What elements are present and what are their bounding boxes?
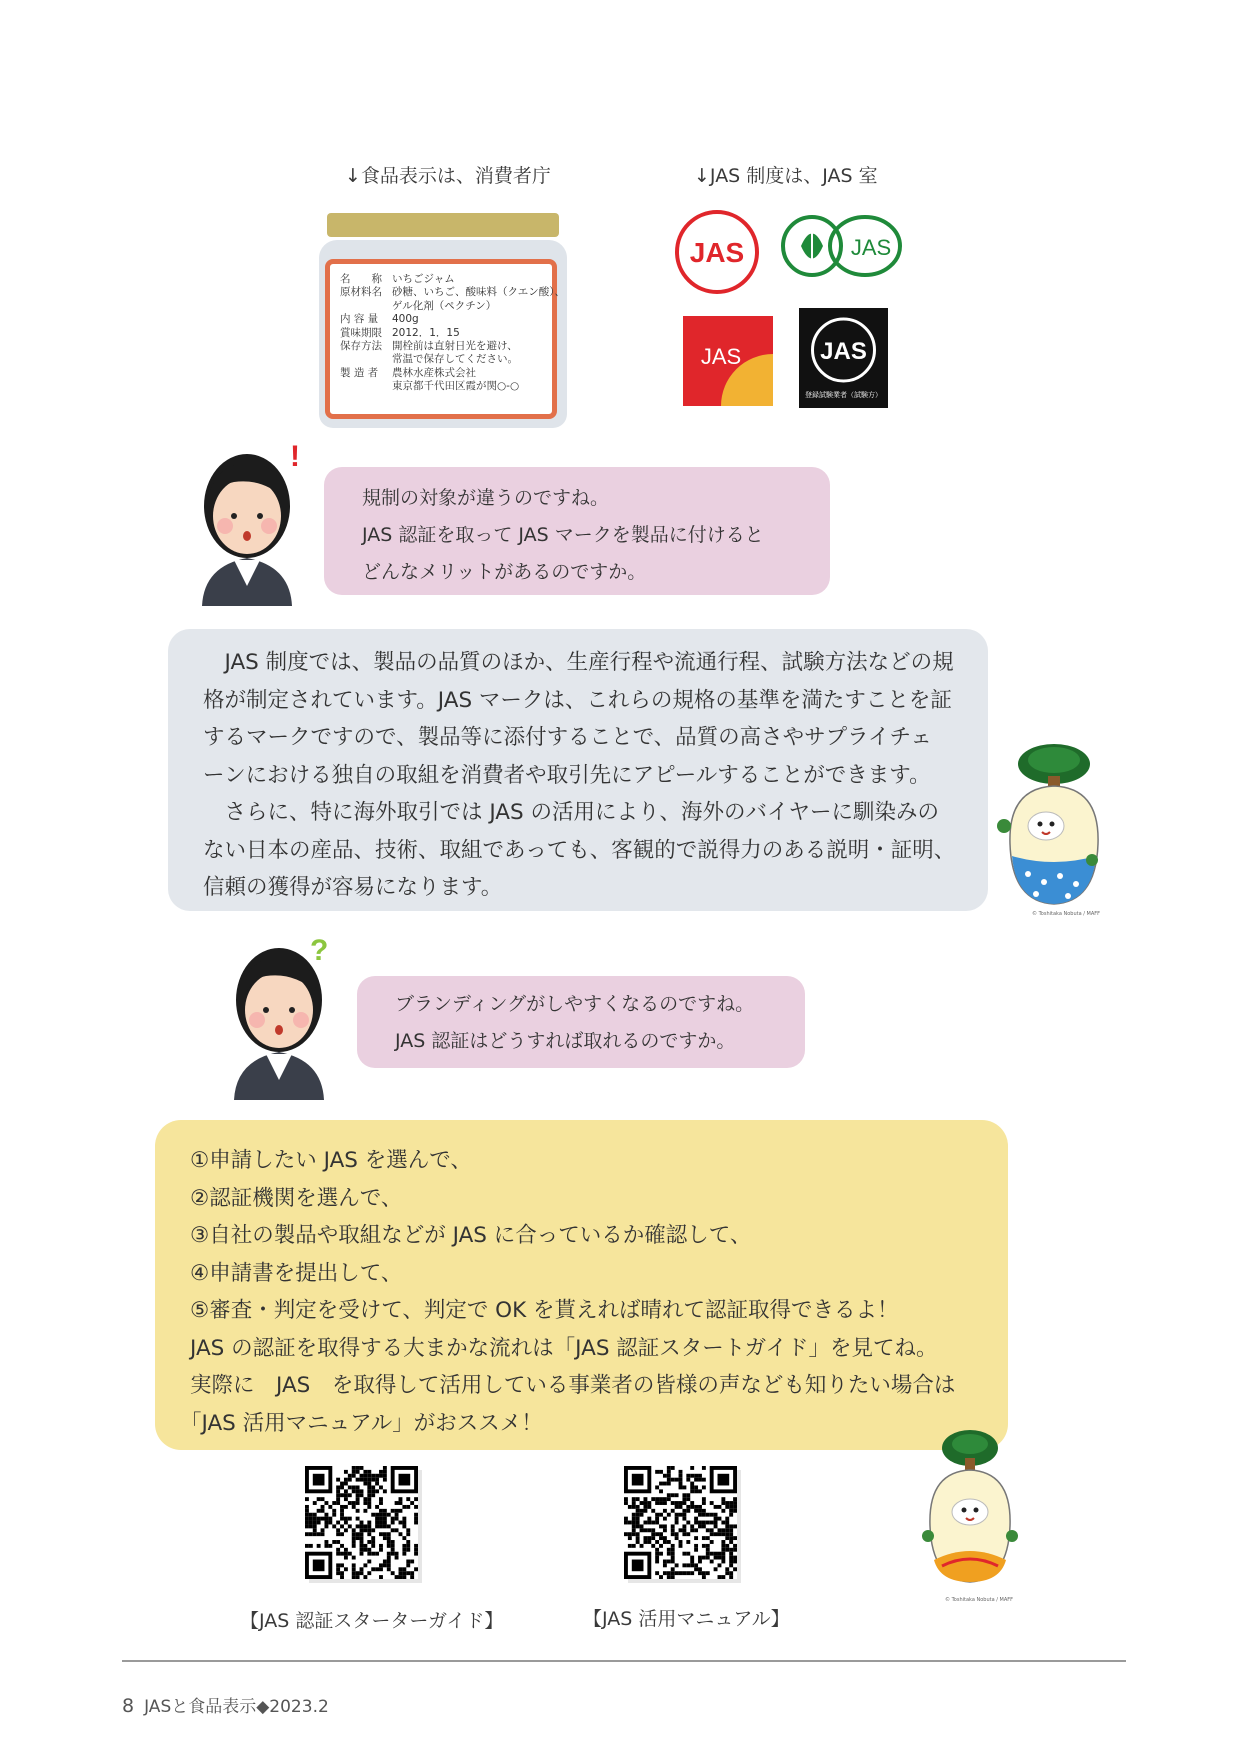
food-label-value: 常温で保存してください。 xyxy=(392,353,518,366)
answer1-line: さらに、特に海外取引では JAS の活用により、海外のバイヤーに馴染みの xyxy=(203,800,939,825)
food-label-value: 東京都千代田区霞が関○-○ xyxy=(392,380,520,393)
mascot1-credit: © Toshitaka Nobuta / MAFF xyxy=(1032,911,1101,917)
food-label-key: 名 称 xyxy=(340,273,382,285)
qr-code-manual-icon xyxy=(624,1466,737,1579)
page-number: 8 xyxy=(122,1695,135,1717)
jas-mark-red-text: JAS xyxy=(689,237,745,268)
qr-code-guide-icon xyxy=(305,1466,418,1579)
answer2-line: 「JAS 活用マニュアル」がおススメ！ xyxy=(180,1410,543,1436)
food-label-key: 内 容 量 xyxy=(340,313,379,326)
jas-testing-text: JAS xyxy=(820,338,867,365)
question2-line: ブランディングがしやすくなるのですね。 xyxy=(395,993,755,1015)
exclamation-icon: ! xyxy=(290,440,300,473)
woman-question-avatar xyxy=(224,930,339,1100)
jas-sun-mark-icon xyxy=(683,316,773,406)
food-label-caption: ↓食品表示は、消費者庁 xyxy=(345,165,551,187)
answer1-line: JAS 制度では、製品の品質のほか、生産行程や流通行程、試験方法などの規 xyxy=(203,650,954,675)
food-label-key xyxy=(340,300,392,313)
food-label-value: 400g xyxy=(392,313,419,326)
qr-label-manual: 【JAS 活用マニュアル】 xyxy=(583,1608,790,1630)
jas-sun-text: JAS xyxy=(700,344,742,369)
jas-testing-mark-icon xyxy=(799,308,888,408)
food-label-key: 保存方法 xyxy=(340,340,382,353)
food-label-row xyxy=(340,367,565,380)
food-label-key: 原材料名 xyxy=(340,286,382,299)
question-mark-icon: ? xyxy=(310,934,329,967)
food-label-row xyxy=(340,353,565,366)
food-label-row xyxy=(340,340,565,353)
question1-line: JAS 認証を取って JAS マークを製品に付けると xyxy=(362,524,764,546)
food-label-value: 農林水産株式会社 xyxy=(392,366,476,379)
footer-divider xyxy=(122,1660,1126,1662)
food-label xyxy=(325,259,566,419)
food-label-value: 2012．1．15 xyxy=(392,326,460,339)
jas-organic-text: JAS xyxy=(850,235,892,260)
food-label-row xyxy=(340,327,565,340)
answer1-line: ーンにおける独自の取組を消費者や取引先にアピールすることができます。 xyxy=(203,762,931,788)
question2-line: JAS 認証はどうすれば取れるのですか。 xyxy=(395,1030,736,1052)
question-bubble-2 xyxy=(357,976,805,1068)
food-label-key: 製 造 者 xyxy=(340,366,379,379)
food-label-row xyxy=(340,286,565,299)
food-label-value: 開栓前は直射日光を避け、 xyxy=(392,340,518,353)
jas-testing-subtext: 登録試験業者（試験方） xyxy=(805,391,882,399)
question1-line: 規制の対象が違うのですね。 xyxy=(362,487,610,509)
answer2-line: 実際に JAS を取得して活用している事業者の皆様の声なども知りたい場合は xyxy=(190,1373,956,1398)
question1-line: どんなメリットがあるのですか。 xyxy=(362,561,647,583)
footer-title: JASと食品表示◆2023.2 xyxy=(144,1697,329,1717)
answer-bubble-1 xyxy=(168,629,988,911)
answer1-line: ない日本の産品、技術、取組であっても、客観的で説得力のある説明・証明、 xyxy=(203,837,956,863)
food-label-value: いちごジャム xyxy=(392,273,455,285)
food-label-key: 賞味期限 xyxy=(340,326,382,339)
qr-code-manual[interactable] xyxy=(624,1466,737,1579)
food-label-value: ゲル化剤（ペクチン） xyxy=(392,299,497,312)
food-label-row xyxy=(340,300,565,313)
answer2-line: ④申請書を提出して、 xyxy=(190,1260,403,1286)
page-footer xyxy=(122,1692,329,1717)
food-label-row xyxy=(340,273,565,286)
question-bubble-1 xyxy=(324,467,830,595)
mascot2-credit: © Toshitaka Nobuta / MAFF xyxy=(945,1597,1014,1603)
food-label-row xyxy=(340,313,565,326)
answer2-line: JAS の認証を取得する大まかな流れは「JAS 認証スタートガイド」を見てね。 xyxy=(190,1335,938,1361)
answer2-line: ⑤審査・判定を受けて、判定で OK を貰えれば晴れて認証取得できるよ！ xyxy=(190,1298,899,1323)
food-label-key xyxy=(340,380,392,393)
food-label-row xyxy=(340,380,565,393)
jas-organic-mark-icon xyxy=(779,211,905,281)
jas-system-caption: ↓JAS 制度は、JAS 室 xyxy=(694,165,878,187)
answer1-line: するマークですので、製品等に添付することで、品質の高さやサプライチェ xyxy=(203,725,932,750)
answer2-line: ②認証機関を選んで、 xyxy=(190,1185,403,1211)
food-label-value: 砂糖、いちご、酸味料（クエン酸）、 xyxy=(392,286,566,299)
qr-code-guide[interactable] xyxy=(305,1466,418,1579)
mascot-sun-icon xyxy=(920,1430,1020,1592)
answer2-line: ①申請したい JAS を選んで、 xyxy=(190,1148,472,1173)
answer1-line: 信頼の獲得が容易になります。 xyxy=(203,875,503,900)
woman-exclaim-avatar xyxy=(192,436,307,606)
mascot-waving-icon xyxy=(996,744,1106,914)
qr-label-guide: 【JAS 認証スターターガイド】 xyxy=(240,1610,504,1632)
answer-bubble-2 xyxy=(155,1120,1008,1450)
jar-lid xyxy=(327,213,559,237)
jas-mark-red-icon xyxy=(672,207,762,297)
answer1-line: 格が制定されています。JAS マークは、これらの規格の基準を満たすことを証 xyxy=(203,687,952,713)
answer2-line: ③自社の製品や取組などが JAS に合っているか確認して、 xyxy=(190,1223,752,1248)
food-label-key xyxy=(340,353,392,366)
